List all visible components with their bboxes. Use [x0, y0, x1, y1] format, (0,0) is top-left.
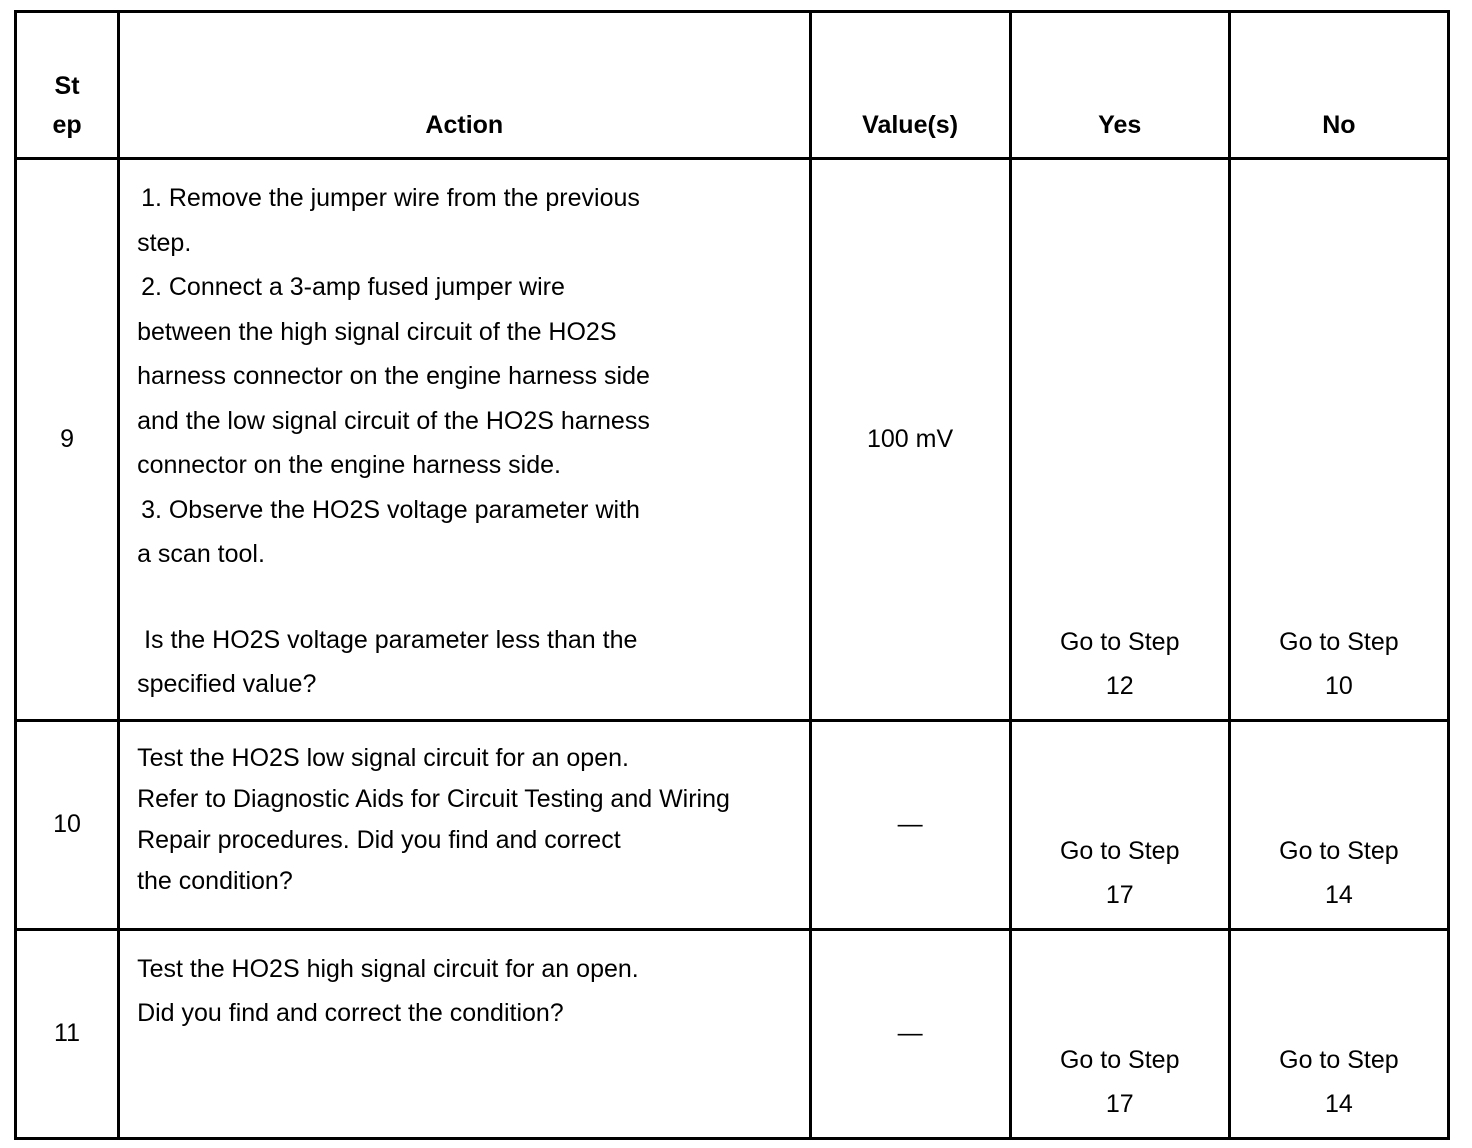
action-line: step. — [137, 228, 192, 257]
action-line: Test the HO2S low signal circuit for an open. — [137, 743, 629, 772]
yes-goto-label: Go to Step — [1059, 1045, 1180, 1074]
action-line: the condition? — [137, 866, 293, 895]
diagnostic-table — [14, 10, 1450, 1140]
value-cell — [810, 929, 1010, 1138]
header-action: Action — [119, 12, 810, 159]
yes-goto-step: 17 — [1105, 881, 1134, 909]
header-no: No — [1229, 12, 1448, 159]
action-line: Refer to Diagnostic Aids for Circuit Testing and Wiring — [137, 784, 730, 813]
table-row — [16, 720, 1449, 929]
no-goto-label: Go to Step — [1279, 627, 1399, 656]
value-cell: 100 mV — [810, 159, 1010, 721]
action-line: and the low signal circuit of the HO2S harness — [137, 406, 650, 435]
table-row — [16, 159, 1449, 721]
action-cell — [119, 720, 810, 929]
header-step-line-1: St — [54, 72, 80, 100]
question-line: Is the HO2S voltage parameter less than the — [144, 625, 638, 654]
action-line: between the high signal circuit of the HO2S — [137, 317, 617, 346]
action-line: a scan tool. — [137, 540, 265, 568]
action-line: 2. Connect a 3-amp fused jumper wire — [141, 273, 565, 301]
no-goto-step: 10 — [1324, 672, 1353, 700]
step-number: 10 — [16, 720, 119, 929]
step-number: 11 — [16, 929, 119, 1138]
action-cell — [119, 159, 810, 721]
header-step-line-2: ep — [52, 111, 82, 139]
action-line: connector on the engine harness side. — [137, 451, 561, 479]
yes-cell — [1010, 720, 1229, 929]
action-cell — [119, 929, 810, 1138]
action-line: Test the HO2S high signal circuit for an open. — [137, 954, 639, 983]
no-goto-label: Go to Step — [1279, 836, 1399, 865]
action-line: Repair procedures. Did you find and correct — [137, 825, 621, 854]
step-number: 9 — [16, 159, 119, 721]
value-cell — [810, 720, 1010, 929]
header-values: Value(s) — [810, 12, 1010, 159]
yes-goto-step: 12 — [1105, 672, 1134, 700]
yes-goto-label: Go to Step — [1059, 836, 1180, 865]
yes-cell — [1010, 159, 1229, 721]
action-line: harness connector on the engine harness side — [137, 362, 650, 390]
action-line: 1. Remove the jumper wire from the previous — [141, 184, 640, 212]
header-yes: Yes — [1010, 12, 1229, 159]
no-cell — [1229, 720, 1448, 929]
no-goto-label: Go to Step — [1279, 1045, 1399, 1074]
table-row — [16, 929, 1449, 1138]
action-line: 3. Observe the HO2S voltage parameter with — [141, 495, 640, 524]
value-dash: — — [897, 1019, 923, 1048]
question-line: specified value? — [137, 670, 317, 698]
yes-goto-step: 17 — [1105, 1090, 1134, 1118]
header-row — [16, 12, 1449, 159]
no-cell — [1229, 929, 1448, 1138]
yes-goto-label: Go to Step — [1059, 627, 1180, 656]
no-cell — [1229, 159, 1448, 721]
no-goto-step: 14 — [1324, 881, 1353, 909]
header-step — [16, 12, 119, 159]
yes-cell — [1010, 929, 1229, 1138]
no-goto-step: 14 — [1324, 1090, 1353, 1118]
action-line: Did you find and correct the condition? — [137, 999, 564, 1027]
value-dash: — — [897, 810, 923, 839]
